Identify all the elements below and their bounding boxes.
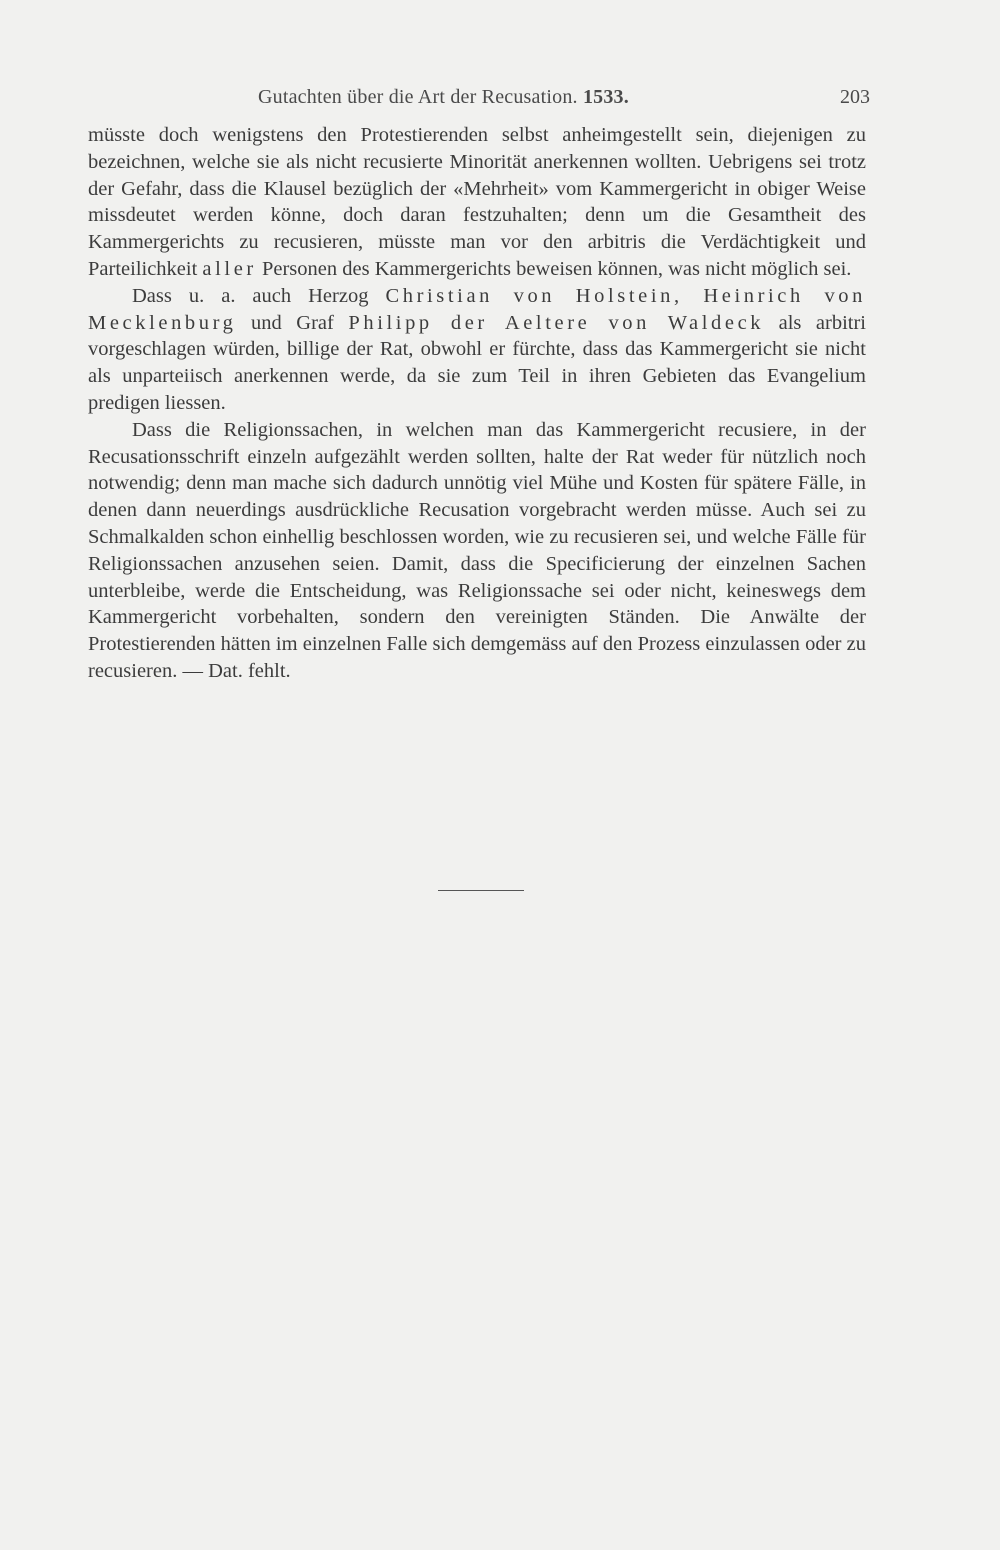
running-head-title bbox=[258, 86, 629, 109]
paragraph-2 bbox=[88, 283, 866, 417]
running-head bbox=[88, 86, 870, 116]
text-run: Personen des Kammergerichts beweisen können, was nicht möglich sei. bbox=[256, 257, 852, 280]
paragraph-3 bbox=[88, 417, 866, 685]
section-end-rule bbox=[438, 890, 524, 891]
body-text bbox=[88, 122, 866, 685]
text-run-spaced: Philipp der Aeltere von Waldeck bbox=[348, 311, 765, 334]
text-run: als arbitri vorgeschlagen würden, billige der Rat, obwohl er fürchte, dass das Kammergericht sie nicht als unparteiisch anerkennen werde, da sie zum Teil in ihren Gebieten das Evangelium predigen liessen. bbox=[88, 311, 866, 414]
running-head-year: 1533. bbox=[582, 86, 629, 108]
running-head-title-text: Gutachten über die Art der Recusation. bbox=[258, 86, 578, 108]
text-run-spaced: Christian von Holstein, Heinrich von Mecklenburg bbox=[88, 284, 867, 334]
text-run-spaced: aller bbox=[202, 257, 257, 280]
text-run: Dass u. a. auch Herzog bbox=[132, 284, 386, 307]
page-number: 203 bbox=[840, 86, 870, 108]
text-run: Dass die Religionssachen, in welchen man das Kammergericht recusiere, in der Recusationsschrift einzeln aufgezählt werden sollten, halte der Rat weder für nützlich noch notwendig; denn man mache sich dadurch unnötig viel Mühe und Kosten für spätere Fälle, in denen dann neuerdings ausdrückliche Recusation vorgebracht werden müsse. Auch sei zu Schmalkalden schon einhellig beschlossen worden, wie zu recusieren sei, und welche Fälle für Religionssachen anzusehen seien. Damit, dass die Specificierung der einzelnen Sachen unterbleibe, werde die Entscheidung, was Religionssache sei oder nicht, keineswegs dem Kammergericht vorbehalten, sondern den vereinigten Ständen. Die Anwälte der Protestierenden hätten im einzelnen Falle sich demgemäss auf den Prozess einzulassen oder zu recusieren. — Dat. fehlt. bbox=[88, 418, 866, 682]
text-run: müsste doch wenigstens den Protestierenden selbst anheimgestellt sein, diejenigen zu bezeichnen, welche sie als nicht recusierte Minorität anerkennen wollten. Uebrigens sei trotz der Gefahr, dass die Klausel bezüglich der «Mehrheit» vom Kammergericht in obiger Weise missdeutet werden könne, doch daran festzuhalten; denn um die Gesamtheit des Kammergerichts zu recusieren, müsste man vor den arbitris die Verdächtigkeit und Parteilichkeit bbox=[88, 124, 866, 280]
text-run: und Graf bbox=[236, 311, 349, 334]
paragraph-1 bbox=[88, 122, 866, 283]
